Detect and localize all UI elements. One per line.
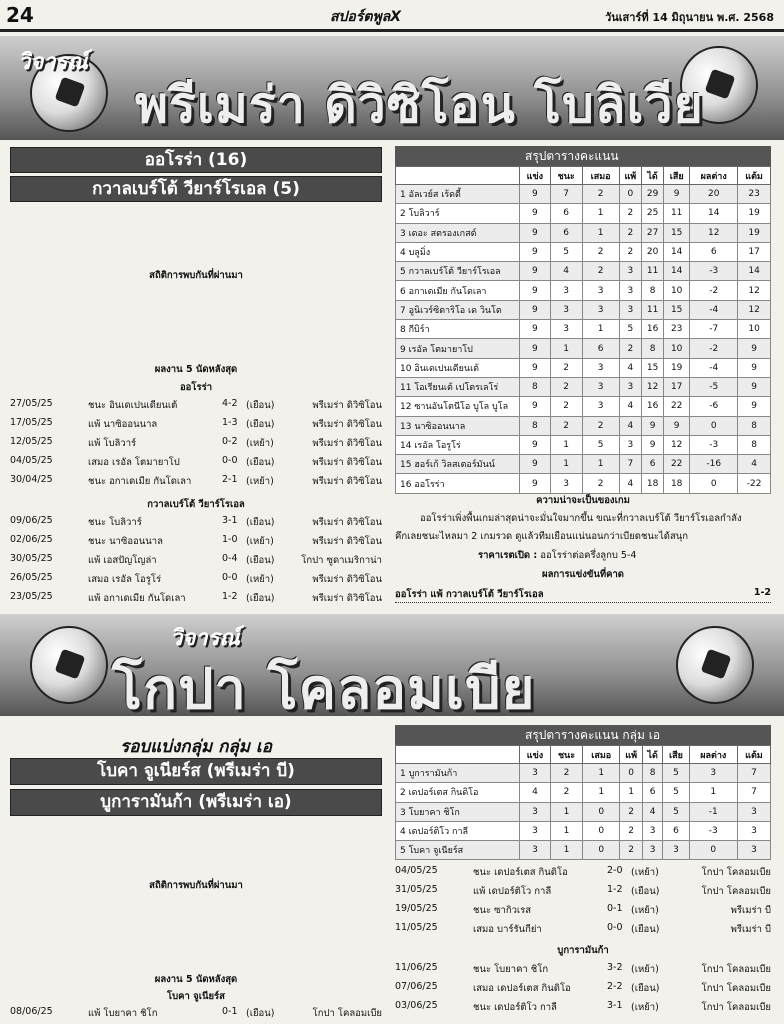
newspaper-logo: สปอร์ตพูลX [330, 9, 402, 25]
team2-form-title: กวาลเบร์โต้ วียาร์โรเอล [147, 499, 245, 510]
banner-bolivia [0, 36, 784, 140]
standings-row: 1 บูการามันก้า 3 2 1 0 8 5 3 7 [396, 764, 771, 783]
home-team-bar: ออโรร่า (16) [10, 147, 382, 173]
standings-row: 5 โบคา จูเนียร์ส 3 1 0 2 3 3 0 3 [396, 841, 771, 860]
standings-title: สรุปตารางคะแนน กลุ่ม เอ [395, 725, 771, 745]
banner-title: พรีเมร่า ดิวิซิโอน โบลิเวีย [135, 76, 704, 134]
standings-row: 2 โบลิวาร์ 9 6 1 2 25 11 14 19 [396, 204, 771, 223]
standings-row: 6 อกาเดเมีย กันโดเลา 9 3 3 3 8 10 -2 12 [396, 281, 771, 300]
form-row: 09/06/25 ชนะ โบลิวาร์ 3-1 (เยือน) พรีเมร่า ดิวิซิโอน [10, 515, 382, 528]
form-row: 12/05/25 แพ้ โบลิวาร์ 0-2 (เหย้า) พรีเมร่า ดิวิซิโอน [10, 436, 382, 449]
page-number: 24 [6, 3, 34, 27]
form-row: 30/05/25 แพ้ เอสปัญโญล่า 0-4 (เยือน) โกปา ซูดาเมริกาน่า [10, 553, 382, 566]
form-row: 11/05/25 เสมอ บาร์รันกีย่า 0-0 (เยือน) พรีเมร่า บี [395, 922, 771, 935]
form-row: 07/06/25 เสมอ เดปอร์เตส กินดิโอ 2-2 (เยือน) โกปา โคลอมเบีย [395, 981, 771, 994]
form-row: 17/05/25 แพ้ นาซิออนนาล 1-3 (เยือน) พรีเมร่า ดิวิซิโอน [10, 417, 382, 430]
team1-form-title: โบคา จูเนียร์ส [167, 991, 225, 1002]
form-row: 30/04/25 ชนะ อกาเดเมีย กันโดเลา 2-1 (เหย้า) พรีเมร่า ดิวิซิโอน [10, 474, 382, 487]
team2-form-title: บูการามันก้า [557, 945, 609, 956]
form-row: 03/06/25 ชนะ เดปอร์ติโว กาลี 3-1 (เหย้า) โกปา โคลอมเบีย [395, 1000, 771, 1013]
form-row: 27/05/25 ชนะ อินเดเปนเดียนเต้ 4-2 (เยือน) พรีเมร่า ดิวิซิโอน [10, 398, 382, 411]
standings-row: 10 อินเดเปนเดียนเต้ 9 2 3 4 15 19 -4 9 [396, 358, 771, 377]
standings-row: 4 บลูมิ่ง 9 5 2 2 20 14 6 17 [396, 242, 771, 261]
standings-row: 5 กวาลเบร์โต้ วียาร์โรเอล 9 4 2 3 11 14 -3 14 [396, 262, 771, 281]
form-row: 04/05/25 ชนะ เดปอร์เตส กินดิโอ 2-0 (เหย้า) โกปา โคลอมเบีย [395, 865, 771, 878]
issue-date: วันเสาร์ที่ 14 มิถุนายน พ.ศ. 2568 [605, 11, 774, 24]
form-row: 11/06/25 ชนะ โบยาคา ชิโก 3-2 (เหย้า) โกปา โคลอมเบีย [395, 962, 771, 975]
prediction-title: ผลการแข่งขันที่คาด [542, 569, 624, 580]
group-title: รอบแบ่งกลุ่ม กลุ่ม เอ [120, 737, 272, 757]
standings-row: 8 กีบิร์า 9 3 1 5 16 23 -7 10 [396, 320, 771, 339]
away-team-bar: บูการามันก้า (พรีเมร่า เอ) [10, 789, 382, 816]
standings-row: 7 อูนิเวร์ซิตาริโอ เด วินโต 9 3 3 3 11 15 -4 12 [396, 300, 771, 319]
banner-colombia [0, 614, 784, 716]
form-row: 19/05/25 ชนะ ซากิวเรส 0-1 (เหย้า) พรีเมร่า บี [395, 903, 771, 916]
standings-title: สรุปตารางคะแนน [395, 146, 771, 166]
standings-row: 1 อัลเวย์ส เร้ดดี้ 9 7 2 0 29 9 20 23 [396, 185, 771, 204]
standings-row: 2 เดปอร์เตส กินดิโอ 4 2 1 1 6 5 1 7 [396, 783, 771, 802]
opening-price: ราคาเรตเปิด : ออโรร่าต่อครึ่งลูกบ 5-4 [478, 550, 637, 561]
away-team-bar: กวาลเบร์โต้ วียาร์โรเอล (5) [10, 176, 382, 202]
football-icon [676, 626, 754, 704]
standings-header-row: แข่ง ชนะ เสมอ แพ้ ได้ เสีย ผลต่าง แต้ม [396, 167, 771, 185]
analysis-text-1: ออโรร่าเพิ่งพื้นเกมล่าสุดน่าจะมั่นใจมากขึ้น ขณะที่กวาลเบร์โต้ วียาร์โรเอลกำลัง [420, 513, 742, 524]
form-row: 04/05/25 เสมอ เรอัล โตมายาโป 0-0 (เยือน) พรีเมร่า ดิวิซิโอน [10, 455, 382, 468]
home-team-bar: โบคา จูเนียร์ส (พรีเมร่า บี) [10, 758, 382, 785]
form-row: 02/06/25 ชนะ นาซิออนนาล 1-0 (เหย้า) พรีเมร่า ดิวิซิโอน [10, 534, 382, 547]
standings-row: 14 เรอัล โอรูโร่ 9 1 5 3 9 12 -3 8 [396, 435, 771, 454]
form-row: 08/06/25 แพ้ โบยาคา ชิโก 0-1 (เยือน) โกปา โคลอมเบีย [10, 1006, 382, 1019]
standings-row: 4 เดปอร์ติโว กาลี 3 1 0 2 3 6 -3 3 [396, 821, 771, 840]
last5-title: ผลงาน 5 นัดหลังสุด [154, 974, 238, 985]
team1-form-title: ออโรร่า [179, 382, 213, 393]
form-row: 31/05/25 แพ้ เดปอร์ติโว กาลี 1-2 (เยือน) โกปา โคลอมเบีย [395, 884, 771, 897]
analysis-text-2: คึกเลยชนะไหลมา 2 เกมรวด ดูแล้วทีมเยือนแน่นอนกว่าเบียดชนะได้สนุก [395, 531, 688, 542]
standings-row: 15 ฮอร์เก้ วิลสเตอร์มันน์ 9 1 1 7 6 22 -16 4 [396, 455, 771, 474]
standings-header-row: แข่ง ชนะ เสมอ แพ้ ได้ เสีย ผลต่าง แต้ม [396, 746, 771, 764]
last5-title: ผลงาน 5 นัดหลังสุด [154, 364, 238, 375]
standings-row: 3 เดอะ สตรองเกสต์ 9 6 1 2 27 15 12 19 [396, 223, 771, 242]
prediction-line: ออโรร่า แพ้ กวาลเบร์โต้ วียาร์โรเอล 1-2 [395, 587, 771, 603]
h2h-title: สถิติการพบกันที่ผ่านมา [149, 270, 243, 281]
page-header [0, 0, 784, 32]
standings-row: 13 นาซิออนนาล 8 2 2 4 9 9 0 8 [396, 416, 771, 435]
form-row: 26/05/25 เสมอ เรอัล โอรูโร่ 0-0 (เหย้า) พรีเมร่า ดิวิซิโอน [10, 572, 382, 585]
banner-title: โกปา โคลอมเบีย [112, 657, 536, 716]
football-icon [30, 626, 108, 704]
standings-table-1 [395, 146, 771, 494]
h2h-title: สถิติการพบกันที่ผ่านมา [149, 880, 243, 891]
analysis-title: ความน่าจะเป็นของเกม [536, 495, 630, 506]
standings-table-2 [395, 725, 771, 860]
standings-row: 3 โบยาคา ชิโก 3 1 0 2 4 5 -1 3 [396, 802, 771, 821]
form-row: 23/05/25 แพ้ อกาเดเมีย กันโดเลา 1-2 (เยือน) พรีเมร่า ดิวิซิโอน [10, 591, 382, 604]
standings-row: 12 ซานอันโตนีโอ บูโล บูโล 9 2 3 4 16 22 -6 9 [396, 397, 771, 416]
banner-kicker: วิจารณ์ [18, 50, 88, 75]
standings-row: 16 ออโรร่า 9 3 2 4 18 18 0 -22 [396, 474, 771, 493]
standings-row: 9 เรอัล โตมายาโป 9 1 6 2 8 10 -2 9 [396, 339, 771, 358]
banner-kicker: วิจารณ์ [170, 626, 240, 651]
standings-row: 11 โอเรียนเต้ เปโตรเลโร่ 8 2 3 3 12 17 -5 9 [396, 377, 771, 396]
